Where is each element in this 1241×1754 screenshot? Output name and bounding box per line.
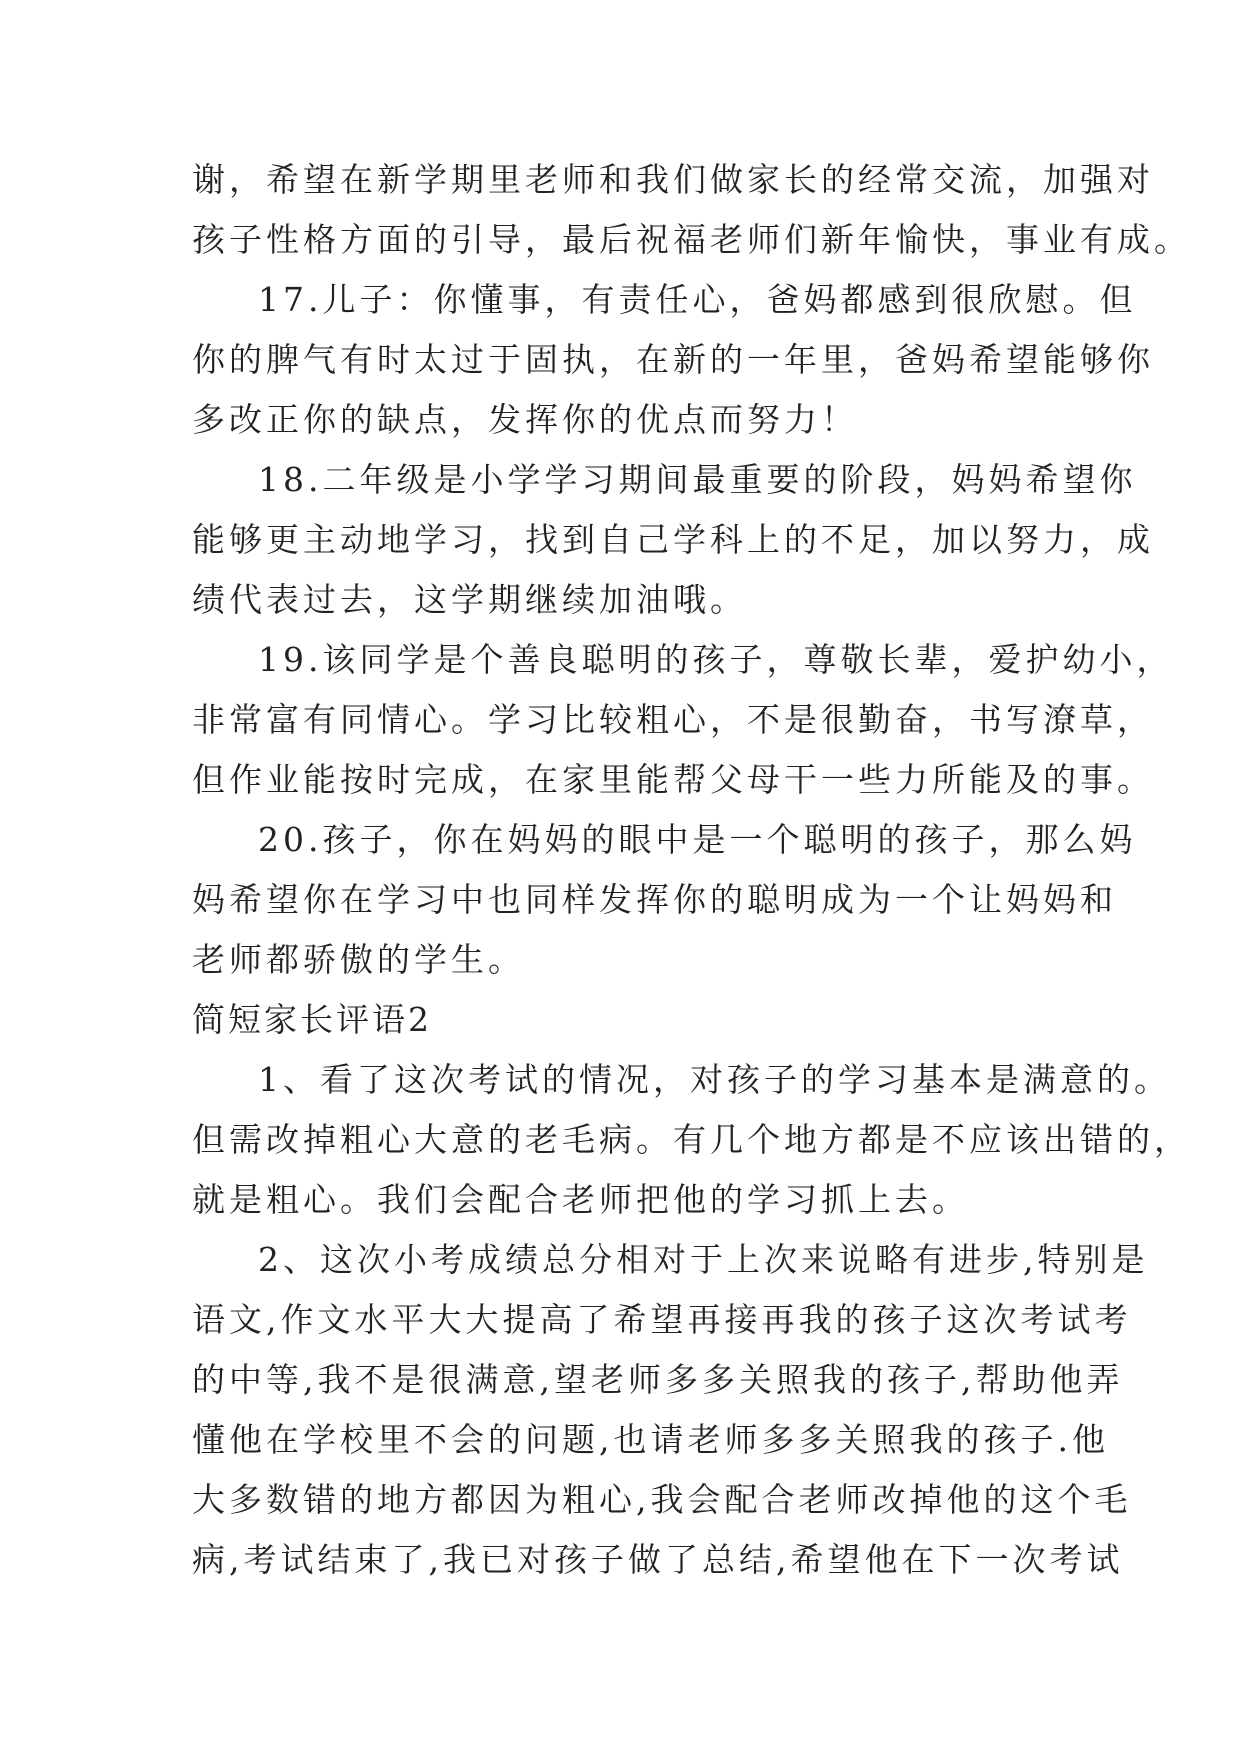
text-line: 但作业能按时完成，在家里能帮父母干一些力所能及的事。 — [192, 760, 1154, 799]
paragraph-19-line: 19.该同学是个善良聪明的孩子，尊敬长辈，爱护幼小， — [258, 640, 1174, 679]
text-line: 能够更主动地学习，找到自己学科上的不足，加以努力，成 — [192, 520, 1154, 559]
text-line: 病,考试结束了,我已对孩子做了总结,希望他在下一次考试 — [192, 1540, 1124, 1579]
text-line: 绩代表过去，这学期继续加油哦。 — [192, 580, 747, 619]
text-line: 老师都骄傲的学生。 — [192, 940, 525, 979]
text-line: 的中等,我不是很满意,望老师多多关照我的孩子,帮助他弄 — [192, 1360, 1124, 1399]
paragraph-1-line: 1、看了这次考试的情况，对孩子的学习基本是满意的。 — [258, 1060, 1171, 1099]
text-line: 大多数错的地方都因为粗心,我会配合老师改掉他的这个毛 — [192, 1480, 1132, 1519]
text-line: 你的脾气有时太过于固执，在新的一年里，爸妈希望能够你 — [192, 340, 1154, 379]
text-line: 妈希望你在学习中也同样发挥你的聪明成为一个让妈妈和 — [192, 880, 1117, 919]
section-heading: 简短家长评语2 — [192, 1000, 432, 1039]
paragraph-17-line: 17.儿子：你懂事，有责任心，爸妈都感到很欣慰。但 — [258, 280, 1137, 319]
paragraph-20-line: 20.孩子，你在妈妈的眼中是一个聪明的孩子，那么妈 — [258, 820, 1137, 859]
paragraph-2-line: 2、这次小考成绩总分相对于上次来说略有进步,特别是 — [258, 1240, 1149, 1279]
text-line: 语文,作文水平大大提高了希望再接再我的孩子这次考试考 — [192, 1300, 1132, 1339]
text-line: 就是粗心。我们会配合老师把他的学习抓上去。 — [192, 1180, 969, 1219]
text-line: 孩子性格方面的引导，最后祝福老师们新年愉快，事业有成。 — [192, 220, 1191, 259]
text-line: 谢，希望在新学期里老师和我们做家长的经常交流，加强对 — [192, 160, 1154, 199]
paragraph-18-line: 18.二年级是小学学习期间最重要的阶段，妈妈希望你 — [258, 460, 1137, 499]
text-line: 多改正你的缺点，发挥你的优点而努力！ — [192, 400, 858, 439]
document-body — [192, 150, 1191, 1590]
text-line: 但需改掉粗心大意的老毛病。有几个地方都是不应该出错的， — [192, 1120, 1191, 1159]
text-line: 懂他在学校里不会的问题,也请老师多多关照我的孩子.他 — [192, 1420, 1109, 1459]
text-line: 非常富有同情心。学习比较粗心，不是很勤奋，书写潦草， — [192, 700, 1154, 739]
